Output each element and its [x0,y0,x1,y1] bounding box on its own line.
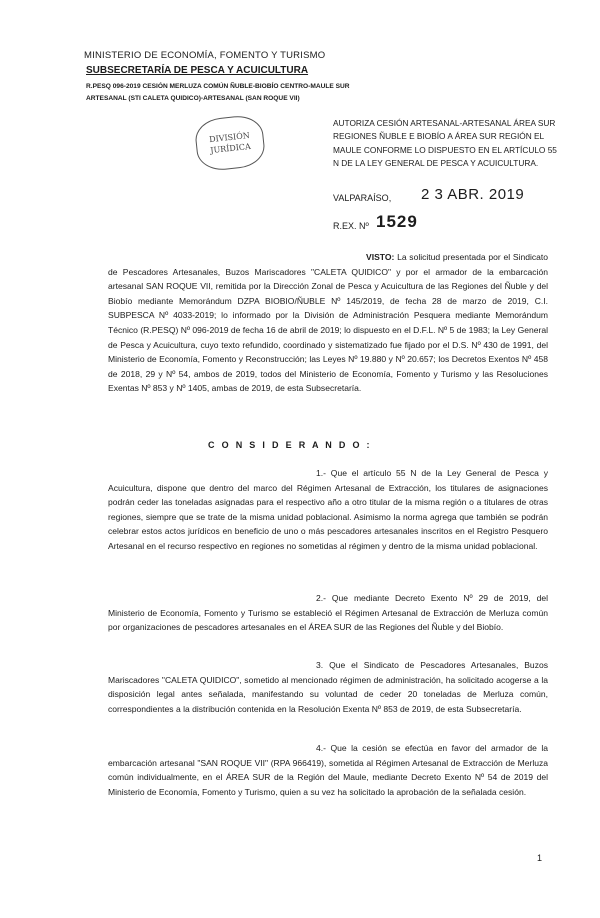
item-number: 1.- [316,468,326,478]
resolution-date: 2 3 ABR. 2019 [421,186,525,203]
item-text: Que el Sindicato de Pescadores Artesanales, Buzos Mariscadores "CALETA QUIDICO", sometido al mencionado régimen de administración, ha solicitado acogerse a la disposición legal antes señalada, manifestando su voluntad de ceder 20 toneladas de Merluza común, correspondientes a la distribución contenida en la Resolución Exenta Nº 853 de 2019, de esta Subsecretaría. [108,660,548,714]
resolution-number: 1529 [376,212,418,231]
ministry-name: MINISTERIO DE ECONOMÍA, FOMENTO Y TURISMO [84,50,326,61]
item-number: 3. [316,660,324,670]
item-text: Que el artículo 55 N de la Ley General de Pesca y Acuicultura, dispone que dentro del marco del Régimen Artesanal de Extracción, los titulares de asignaciones podrán ceder las toneladas asignadas para el respectivo año a otro titular de la misma región o a titulares de otras regiones, siempre que se trate de la misma unidad poblacional. Asimismo la norma agrega que también se podrán celebrar estos actos jurídicos en beneficio de uno o más pescadores artesanales inscritos en el Registro Pesquero Artesanal en el recurso respectivo en regiones no sometidas al régimen y dentro de la misma unidad poblacional. [108,468,549,551]
considerando-heading: C O N S I D E R A N D O : [208,440,372,450]
stamp-line-1: DIVISIÓN [208,130,251,145]
resolution-label: R.EX. Nº [333,221,369,231]
considerando-item-2 [108,591,548,635]
subsecretaria-name: SUBSECRETARÍA DE PESCA Y ACUICULTURA [86,65,309,76]
visto-label: VISTO: [366,252,395,262]
visto-section [108,250,548,396]
item-number: 4.- [316,743,326,753]
resolution-subject: AUTORIZA CESIÓN ARTESANAL-ARTESANAL ÁREA SUR REGIONES ÑUBLE E BIOBÍO A ÁREA SUR REGIÓN EL MAULE CONFORME LO DISPUESTO EN EL ARTÍCULO 55 N DE LA LEY GENERAL DE PESCA Y ACUICULTURA. [333,118,557,169]
item-number: 2.- [316,593,326,603]
page-number: 1 [537,853,543,863]
considerando-item-3 [108,658,548,716]
document-reference: R.PESQ 096-2019 CESIÓN MERLUZA COMÚN ÑUBLE-BIOBÍO CENTRO-MAULE SUR ARTESANAL (STI CALETA QUIDICO)-ARTESANAL (SAN ROQUE VII) [86,83,350,102]
considerando-item-4 [108,741,548,799]
visto-text: La solicitud presentada por el Sindicato de Pescadores Artesanales, Buzos Mariscadores "CALETA QUIDICO" y por el armador de la embarcación artesanal SAN ROQUE VII, remitida por la Dirección Zonal de Pesca y Acuicultura de las Regiones del Ñuble y del Biobío mediante Memorándum DZPA BIOBIO/ÑUBLE Nº 145/2019, de fecha 28 de marzo de 2019, C.I. SUBPESCA Nº 4033-2019; lo informado por la División de Administración Pesquera mediante Memorándum Técnico (R.PESQ) Nº 096-2019 de fecha 16 de abril de 2019; lo dispuesto en el D.F.L. Nº 5 de 1983; la Ley General de Pesca y Acuicultura, cuyo texto refundido, coordinado y sistematizado fue fijado por el D.S. Nº 430 de 1991, del Ministerio de Economía, Fomento y Reconstrucción; las Leyes Nº 19.880 y Nº 20.657; los Decretos Exentos Nº 458 de 2018, 29 y Nº 54, ambos de 2019, todos del Ministerio de Economía, Fomento y Turismo y las Resoluciones Exentas Nº 853 y Nº 1405, ambas de 2019, de esta Subsecretaría. [108,252,549,394]
item-text: Que la cesión se efectúa en favor del armador de la embarcación artesanal "SAN ROQUE VII" (RPA 966419), sometida al Régimen Artesanal de Extracción de Merluza común individualmente, en el ÁREA SUR de la Región del Maule, mediante Decreto Exento Nº 54 de 2019 del Ministerio de Economía, Fomento y Turismo, quien a su vez ha solicitado la aprobación de la señalada cesión. [108,743,548,797]
item-text: Que mediante Decreto Exento Nº 29 de 2019, del Ministerio de Economía, Fomento y Turismo se estableció el Régimen Artesanal de Extracción de Merluza común por organizaciones de pescadores artesanales en el ÁREA SUR de las Regiones del Ñuble y del Biobío. [108,593,549,633]
place: VALPARAÍSO, [333,193,392,203]
stamp-line-2: JURÍDICA [209,141,252,156]
considerando-item-1 [108,466,548,554]
division-stamp [193,114,266,173]
